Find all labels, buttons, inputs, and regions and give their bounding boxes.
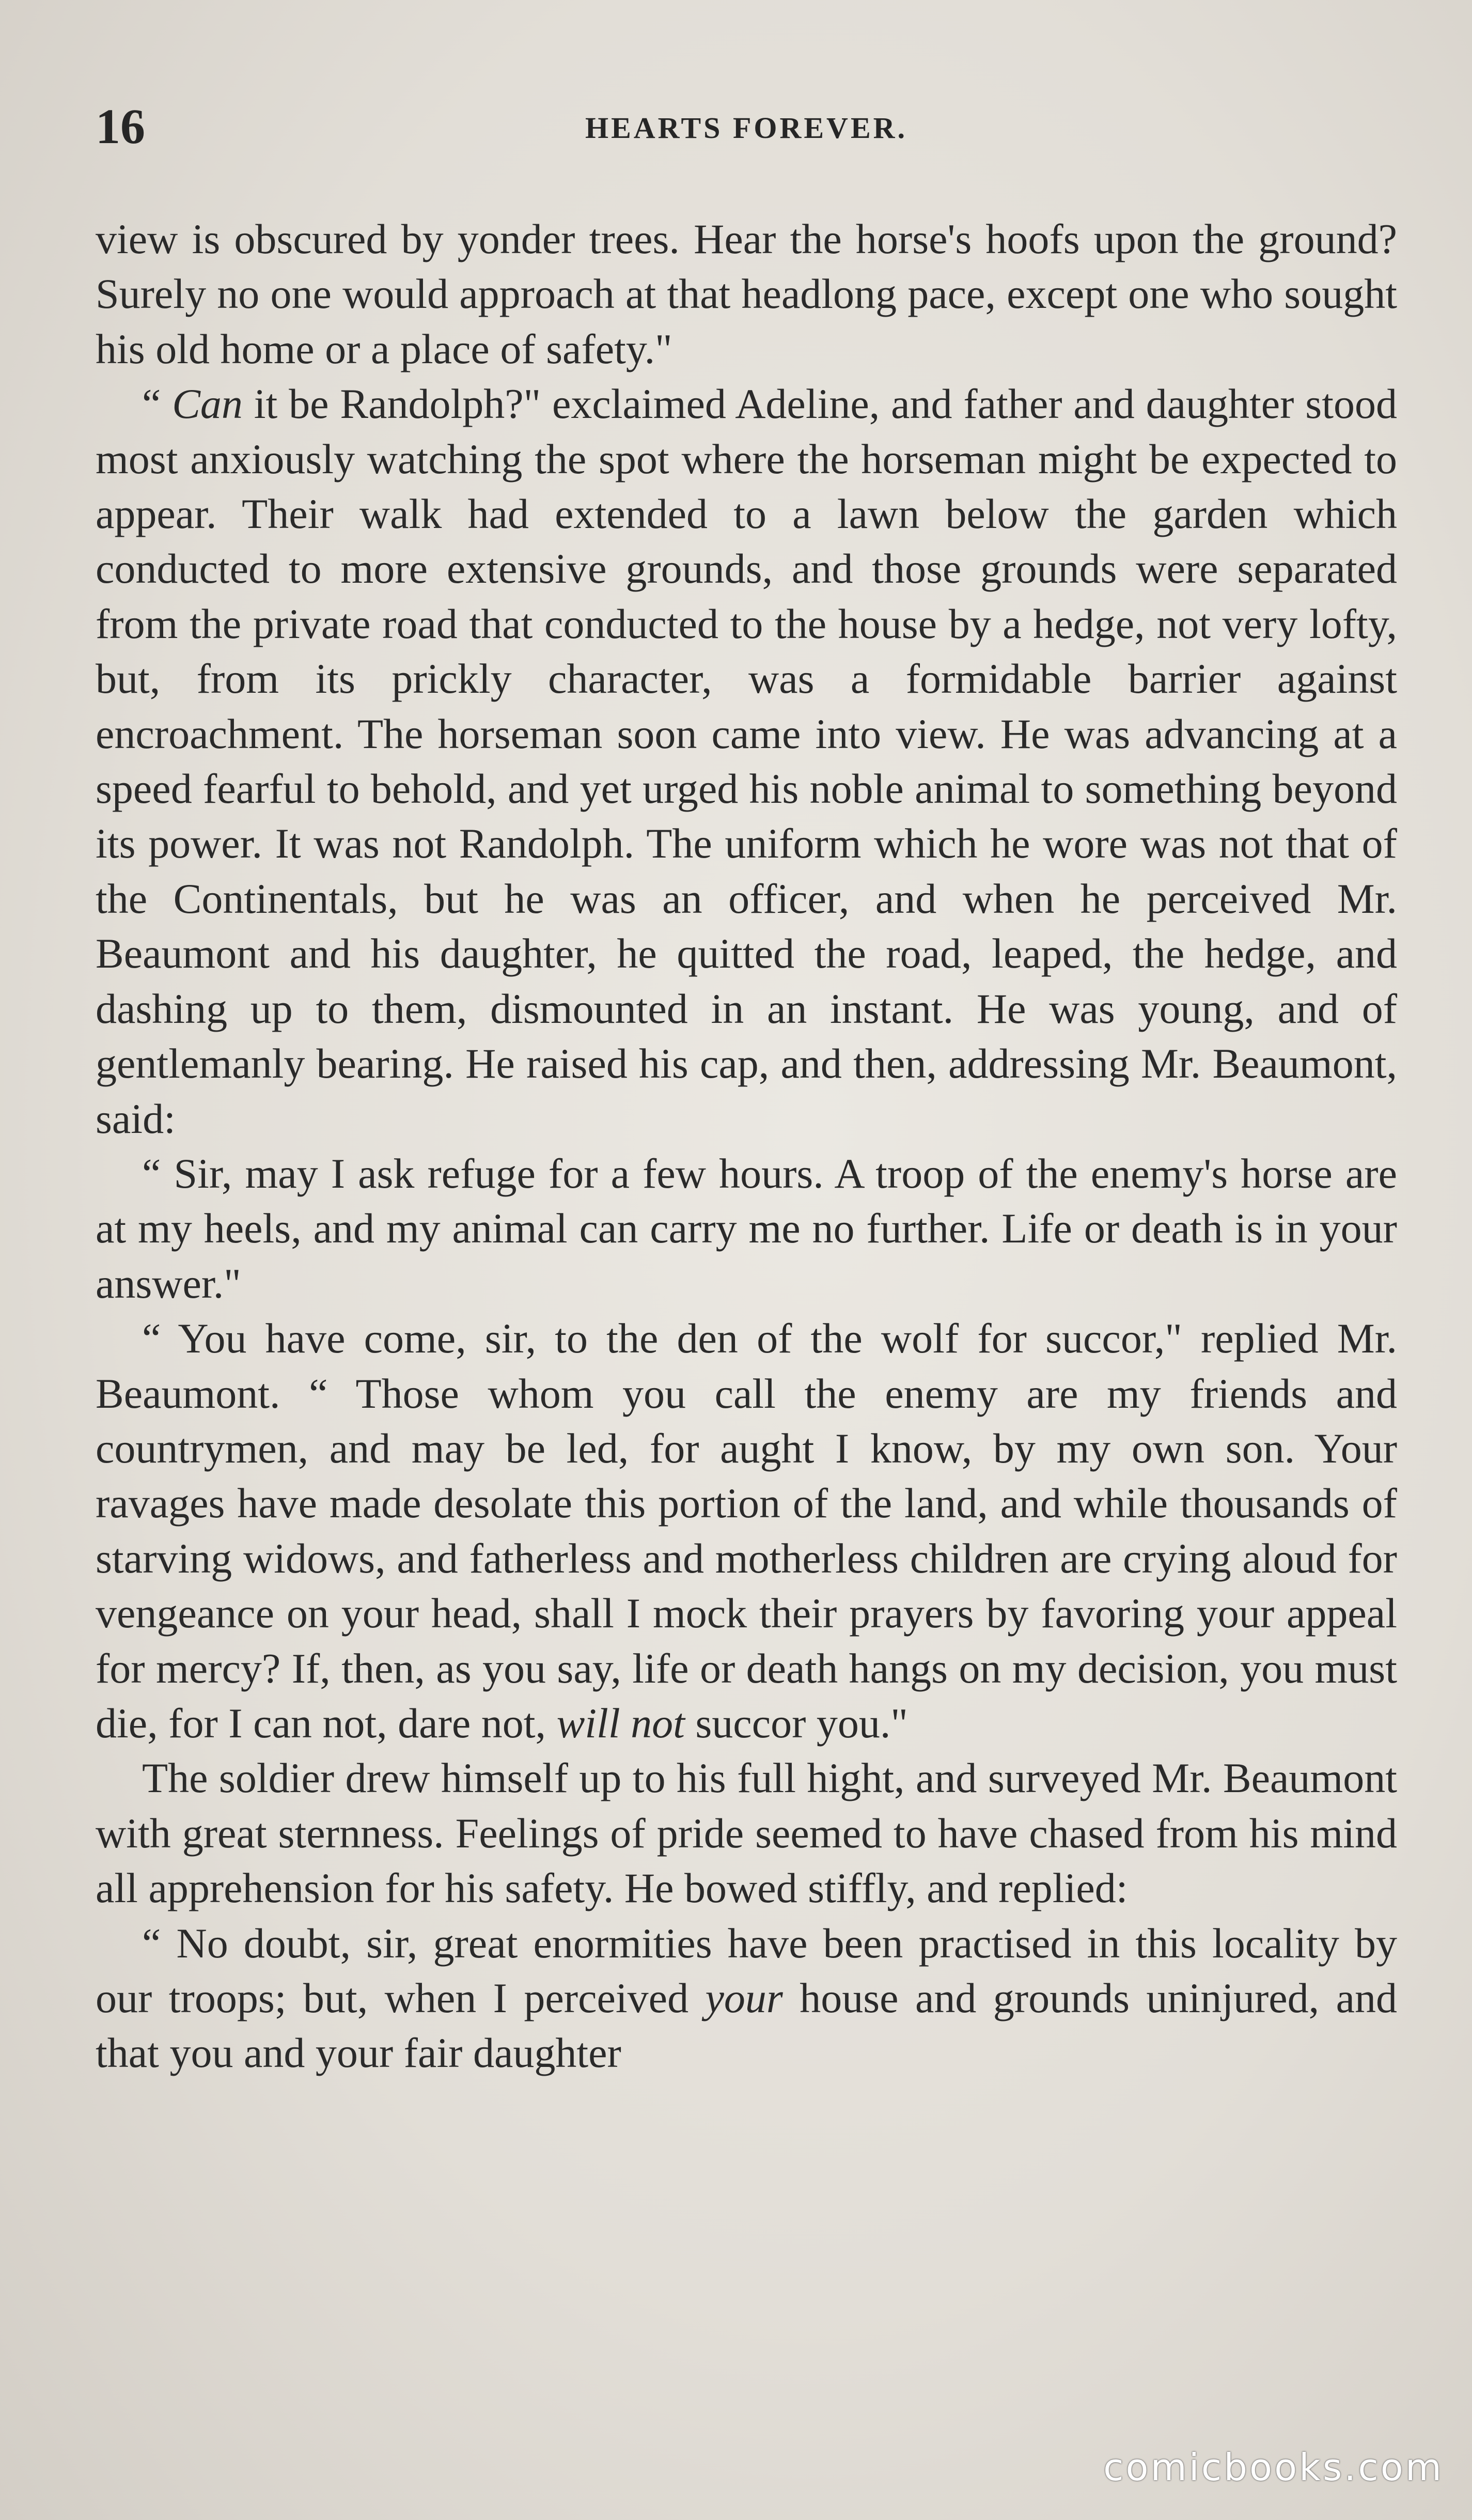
paragraph (96, 1311, 1397, 1751)
paragraph-text: “ (142, 380, 173, 428)
paragraph (96, 212, 1397, 377)
paragraph-text: view is obscured by yonder trees. Hear the horse's hoofs upon the ground? Surely no one would approach at that headlong pace, except one who sought his old home or a place of safety." (96, 215, 1397, 372)
paragraph-text: house and grounds uninjured, and that you and your fair daughter (96, 1974, 1397, 2077)
paragraph (96, 377, 1397, 1146)
paragraph-text: succor you." (684, 1699, 908, 1747)
italic-text: Can (172, 380, 243, 428)
paragraph (96, 1751, 1397, 1916)
paragraph-text: The soldier drew himself up to his full hight, and surveyed Mr. Beaumont with great sternness. Feelings of pride seemed to have chased from his mind all apprehension for his safety. He bowed stiffly, and replied: (96, 1754, 1397, 1912)
body-text (96, 212, 1397, 2081)
paragraph-text: “ You have come, sir, to the den of the wolf for succor," replied Mr. Beaumont. “ Those whom you call the enemy are my friends and countrymen, and may be led, for aught I know, by my own son. Your ravages have made desolate this portion of the land, and while thousands of starving widows, and fatherless and motherless children are crying aloud for vengeance on your head, shall I mock their prayers by favoring your appeal for mercy? If, then, as you say, life or death hangs on my decision, you must die, for I can not, dare not, (96, 1315, 1397, 1747)
running-title: HEARTS FOREVER. (585, 111, 908, 145)
italic-text: your (705, 1974, 783, 2021)
paragraph (96, 1916, 1397, 2081)
page-number: 16 (96, 99, 145, 154)
italic-text: will not (556, 1699, 685, 1747)
paragraph (96, 1146, 1397, 1311)
watermark: comicbooks.com (1103, 2446, 1444, 2489)
paragraph-text: “ Sir, may I ask refuge for a few hours. A troop of the enemy's horse are at my heels, and my animal can carry me no further. Life or death is in your answer." (96, 1149, 1397, 1307)
paragraph-text: “ No doubt, sir, great enormities have been practised in this locality by our troops; but, when I perceived (96, 1919, 1397, 2021)
running-head (96, 98, 1397, 155)
paragraph-text: it be Randolph?" exclaimed Adeline, and father and daughter stood most anxiously watching the spot where the horseman might be expected to appear. Their walk had extended to a lawn below the garden which conducted to more extensive grounds, and those grounds were separated from the private road that conducted to the house by a hedge, not very lofty, but, from its prickly character, was a formidable barrier against encroachment. The horseman soon came into view. He was advancing at a speed fearful to behold, and yet urged his noble animal to something beyond its power. It was not Randolph. The uniform which he wore was not that of the Continentals, but he was an officer, and when he perceived Mr. Beaumont and his daughter, he quitted the road, leaped, the hedge, and dashing up to them, dismounted in an instant. He was young, and of gentlemanly bearing. He raised his cap, and then, addressing Mr. Beaumont, said: (96, 380, 1397, 1142)
